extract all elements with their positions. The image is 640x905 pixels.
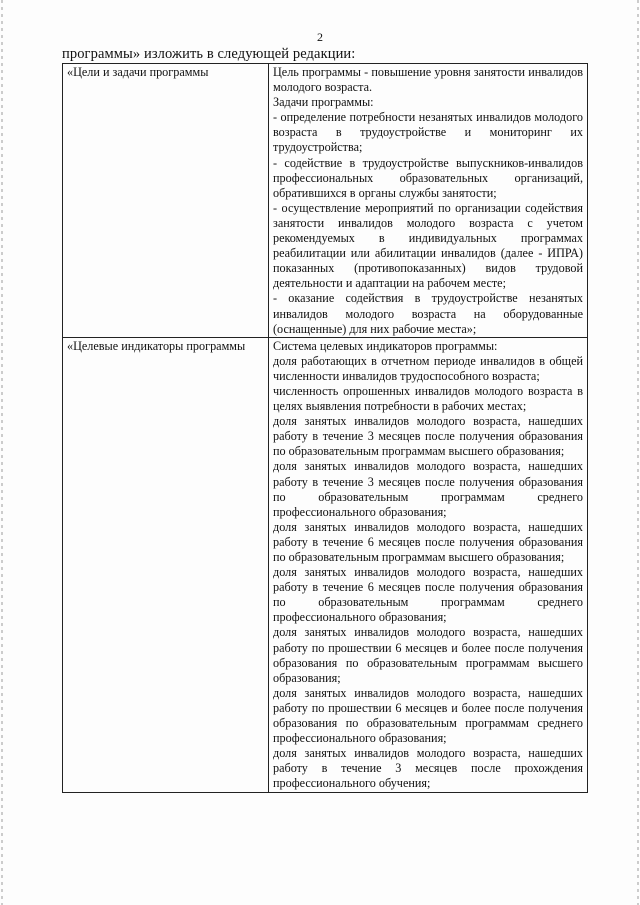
row-label-indicators: «Целевые индикаторы программы	[63, 337, 269, 792]
row-content-goals	[269, 64, 588, 338]
content-line: доля занятых инвалидов молодого возраста, нашедших работу в течение 3 месяцев после получения образования по образовательным программам среднего профессионального образования;	[273, 459, 583, 519]
content-line: доля занятых инвалидов молодого возраста, нашедших работу в течение 3 месяцев после получения образования по образовательным программам высшего образования;	[273, 414, 583, 459]
content-line: доля занятых инвалидов молодого возраста, нашедших работу по прошествии 6 месяцев и более после получения образования по образовательным программам высшего образования;	[273, 625, 583, 685]
content-line: доля работающих в отчетном периоде инвалидов в общей численности инвалидов трудоспособного возраста;	[273, 353, 583, 383]
content-line: - оказание содействия в трудоустройстве незанятых инвалидов молодого возраста на оборудованные (оснащенные) для них рабочие места»;	[273, 291, 583, 336]
content-line: доля занятых инвалидов молодого возраста, нашедших работу в течение 3 месяцев после прохождения профессионального обучения;	[273, 746, 583, 791]
program-table	[62, 63, 588, 793]
content-line: - определение потребности незанятых инвалидов молодого возраста в трудоустройстве и мониторинг их трудоустройства;	[273, 110, 583, 155]
content-line: - осуществление мероприятий по организации содействия занятости инвалидов молодого возраста с учетом рекомендуемых в индивидуальных программах реабилитации или абилитации инвалидов (далее - ИПРА) показанных (противопоказанных) видов трудовой деятельности и адаптации на рабочем месте;	[273, 200, 583, 291]
scan-edge-right	[637, 0, 639, 905]
content-line: доля занятых инвалидов молодого возраста, нашедших работу в течение 6 месяцев после получения образования по образовательным программам среднего профессионального образования;	[273, 565, 583, 625]
content-line: доля занятых инвалидов молодого возраста, нашедших работу в течение 6 месяцев после получения образования по образовательным программам высшего образования;	[273, 519, 583, 564]
scan-edge-left	[1, 0, 3, 905]
content-line: доля занятых инвалидов молодого возраста, нашедших работу по прошествии 6 месяцев и более после получения образования по образовательным программам среднего профессионального образования;	[273, 685, 583, 746]
row-label-goals: «Цели и задачи программы	[63, 64, 269, 338]
content-line: Задачи программы:	[273, 95, 374, 110]
table-row	[63, 64, 588, 338]
content-line: Система целевых индикаторов программы:	[273, 338, 498, 353]
page-number: 2	[317, 30, 323, 44]
intro-text: программы» изложить в следующей редакции:	[62, 46, 356, 62]
content-line: численность опрошенных инвалидов молодого возраста в целях выявления потребности в рабочих местах;	[273, 383, 583, 414]
table-row	[63, 337, 588, 792]
row-content-indicators	[269, 337, 588, 792]
content-line: - содействие в трудоустройстве выпускников-инвалидов профессиональных образовательных организаций, обратившихся в органы службы занятости;	[273, 155, 583, 200]
content-line: Цель программы - повышение уровня занятости инвалидов молодого возраста.	[273, 65, 583, 95]
